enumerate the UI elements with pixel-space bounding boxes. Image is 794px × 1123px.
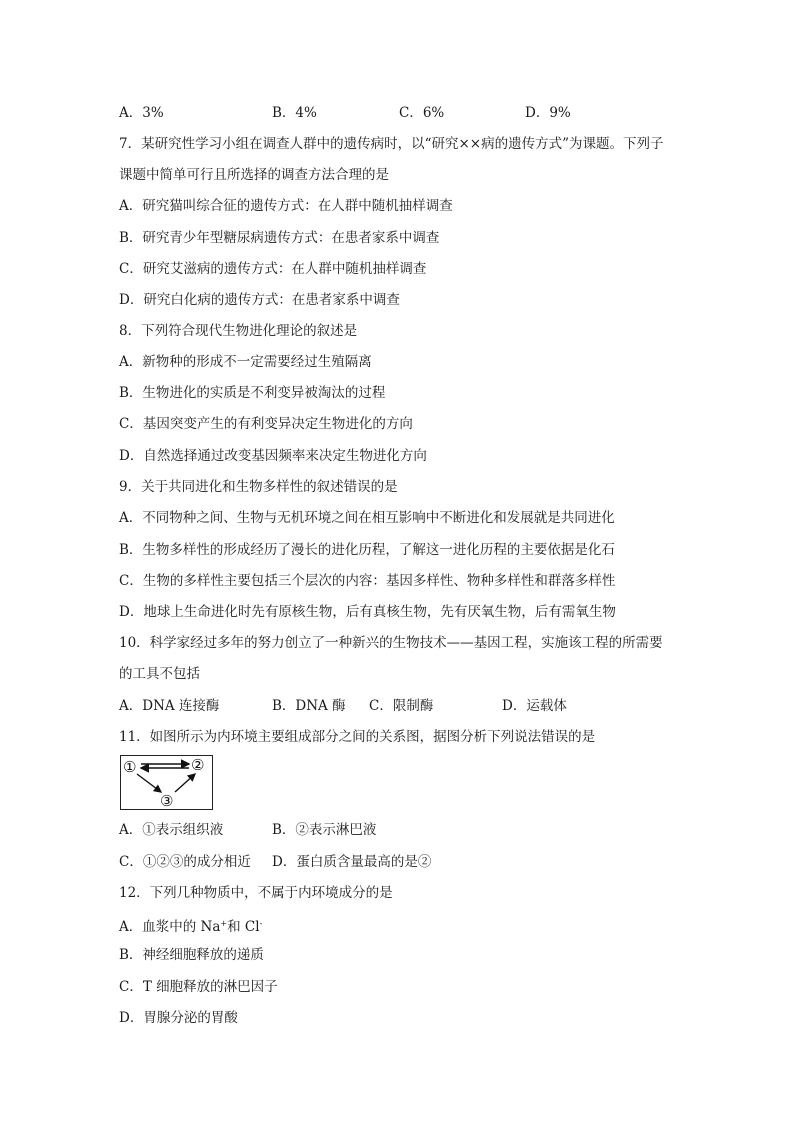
q10-stem-line1: 10．科学家经过多年的努力创立了一种新兴的生物技术——基因工程，实施该工程的所需要 <box>119 635 663 651</box>
q9-option-b: B．生物多样性的形成经历了漫长的进化历程，了解这一进化历程的主要依据是化石 <box>119 542 615 558</box>
q6-option-d: D．9% <box>525 105 571 121</box>
q12-stem: 12．下列几种物质中，不属于内环境成分的是 <box>119 885 393 901</box>
q12-option-a <box>119 915 262 936</box>
q8-option-d: D．自然选择通过改变基因频率来决定生物进化方向 <box>119 448 427 464</box>
q12-option-a-prefix: A．血浆中的 Na <box>119 919 221 935</box>
q11-option-b: B．②表示淋巴液 <box>272 822 377 838</box>
q8-option-c: C．基因突变产生的有利变异决定生物进化的方向 <box>119 416 413 432</box>
q6-option-b: B．4% <box>272 105 317 121</box>
relationship-diagram-svg <box>121 756 212 809</box>
q7-stem-line1: 7．某研究性学习小组在调查人群中的遗传病时，以“研究××病的遗传方式”为课题。下列子 <box>119 136 664 152</box>
q10-option-d: D．运载体 <box>502 698 567 714</box>
q8-stem: 8．下列符合现代生物进化理论的叙述是 <box>119 323 358 339</box>
q12-option-a-mid: 和 Cl <box>227 919 260 935</box>
q8-option-b: B．生物进化的实质是不利变异被淘汰的过程 <box>119 385 386 401</box>
q10-option-b: B．DNA 酶 <box>272 698 346 714</box>
q12-option-c: C．T 细胞释放的淋巴因子 <box>119 979 278 995</box>
q11-stem: 11．如图所示为内环境主要组成部分之间的关系图，据图分析下列说法错误的是 <box>119 729 596 745</box>
q10-option-c: C．限制酶 <box>369 698 434 714</box>
q11-option-d: D．蛋白质含量最高的是② <box>272 854 432 870</box>
q7-stem-line2: 课题中简单可行且所选择的调查方法合理的是 <box>119 167 389 183</box>
q9-stem: 9．关于共同进化和生物多样性的叙述错误的是 <box>119 479 398 495</box>
internal-environment-diagram <box>120 755 213 810</box>
q6-option-c: C．6% <box>399 105 445 121</box>
q11-option-c: C．①②③的成分相近 <box>119 854 251 870</box>
q7-option-a: A．研究猫叫综合征的遗传方式：在人群中随机抽样调查 <box>119 198 453 214</box>
sodium-charge: + <box>220 919 228 928</box>
node-3: ③ <box>160 792 174 809</box>
arrow-3-to-2 <box>175 774 195 792</box>
q11-option-a: A．①表示组织液 <box>119 822 224 838</box>
q12-option-b: B．神经细胞释放的递质 <box>119 947 264 963</box>
node-2: ② <box>191 756 205 774</box>
q9-option-a: A．不同物种之间、生物与无机环境之间在相互影响中不断进化和发展就是共同进化 <box>119 510 615 526</box>
q10-stem-line2: 的工具不包括 <box>119 666 200 682</box>
q10-option-a: A．DNA 连接酶 <box>119 698 220 714</box>
arrow-1-to-3 <box>137 774 161 792</box>
q6-option-a: A．3% <box>119 105 164 121</box>
q8-option-a: A．新物种的形成不一定需要经过生殖隔离 <box>119 354 372 370</box>
q7-option-d: D．研究白化病的遗传方式：在患者家系中调查 <box>119 292 400 308</box>
q7-option-c: C．研究艾滋病的遗传方式：在人群中随机抽样调查 <box>119 261 427 277</box>
q9-option-c: C．生物的多样性主要包括三个层次的内容：基因多样性、物种多样性和群落多样性 <box>119 573 616 589</box>
q9-option-d: D．地球上生命进化时先有原核生物，后有真核生物，先有厌氧生物，后有需氧生物 <box>119 604 616 620</box>
q7-option-b: B．研究青少年型糖尿病遗传方式：在患者家系中调查 <box>119 230 440 246</box>
chloride-charge: - <box>259 919 263 928</box>
node-1: ① <box>123 758 137 776</box>
q12-option-d: D．胃腺分泌的胃酸 <box>119 1010 238 1026</box>
